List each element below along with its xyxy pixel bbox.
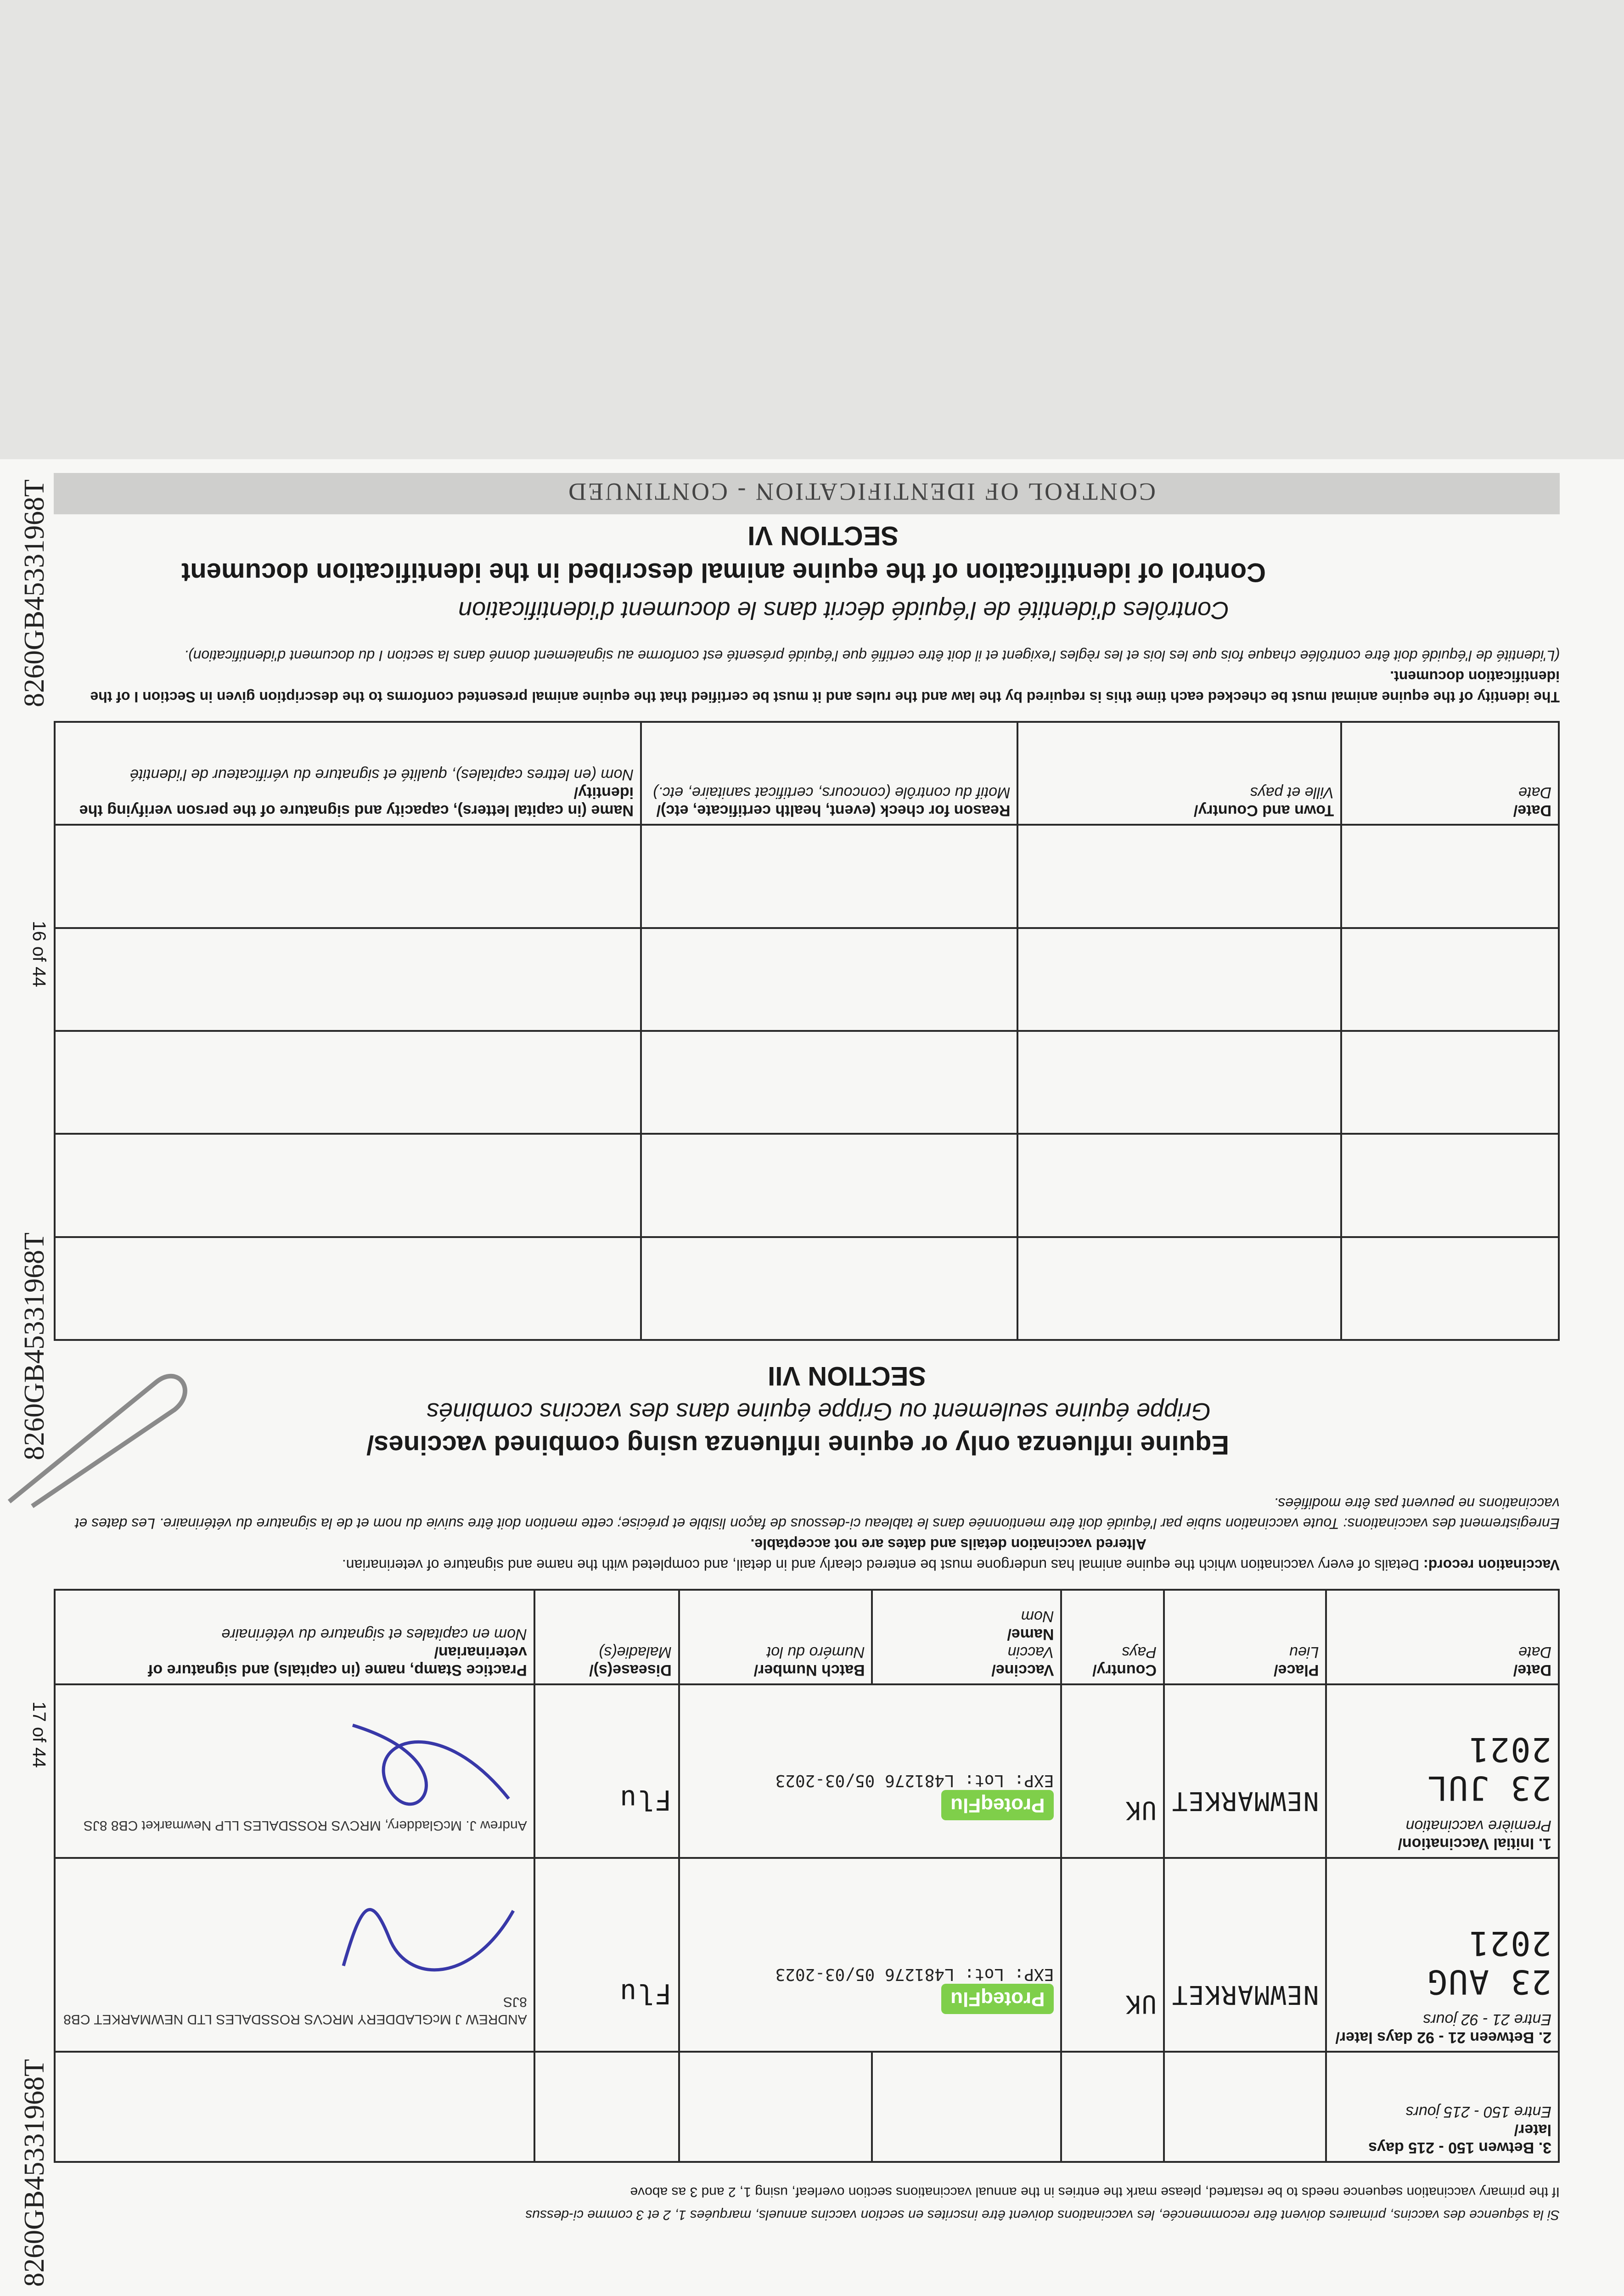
vaccination-country-1: UK (1124, 1796, 1157, 1825)
page-number-16: 16 of 44 (29, 921, 50, 987)
disease-2: Flu (619, 1977, 672, 2009)
batch-number-1: Lot: L481276 05/03-2023 (775, 1771, 1005, 1790)
footnote-fr: Si la séquence des vaccins, primaires doivent être recommencée, les vaccinations doivent être inscrites en section vaccins annuels, marquées 1, 2 et 3 comme ci-dessus (525, 2207, 1560, 2223)
col-check-date: Date/ Date (1341, 722, 1559, 825)
col-check-town: Town and Country/ Ville et pays (1017, 722, 1341, 825)
page-number-17: 17 of 44 (29, 1701, 50, 1768)
row-date-2: 2. Between 21 - 92 days later/ Entre 21 - 92 jours 23 AUG 2021 (1326, 1858, 1559, 2051)
batch-number-2: Lot: L481276 05/03-2023 (775, 1964, 1005, 1984)
vaccination-country-2: UK (1124, 1989, 1157, 2019)
section7-title-en: Equine influenza only or equine influenza using combined vaccines/ (366, 1430, 1229, 1460)
section6-title-fr: Contrôles d'identité de l'équidé décrit dans le document d'identification (458, 597, 1229, 624)
practice-stamp-2: ANDREW J McGLADDERY MRCVS ROSSDALES LTD NEWMARKET CB8 8JS (63, 1994, 527, 2027)
section7-title-fr: Grippe équine seulement ou Grippe équine dans des vaccins combinés (426, 1398, 1211, 1425)
vaccination-date-2: 23 AUG 2021 (1426, 1924, 1551, 2001)
batch-exp-2: EXP: (1014, 1964, 1054, 1984)
vaccination-date-1: 23 JUL 2021 (1426, 1730, 1551, 1808)
control-banner: CONTROL OF IDENTIFICATION - CONTINUED (54, 473, 1560, 514)
col-date: Date/ Date (1326, 1590, 1559, 1684)
vaccine-label-1: ProteqFlu (941, 1790, 1054, 1820)
disease-1: Flu (619, 1784, 672, 1816)
col-check-verifier: Name (in capital letters), capacity and signature of the person verifying the identity/ Nom (en lettres capitales), qualité et signature du vérificateur de l'identité (55, 722, 641, 825)
col-place: Place/ Lieu (1164, 1590, 1326, 1684)
practice-stamp-1: Andrew J. McGladdery, MRCVS ROSSDALES LLP Newmarket CB8 8JS (83, 1818, 527, 1834)
col-country: Country/ Pays (1061, 1590, 1164, 1684)
section6-intro: The identity of the equine animal must be checked each time this is required by the law and the rules and it must be certified that the equine animal presented conforms to the description given in Section I of the identification document. (L'identité de l'équidé doit être contrôlée chaque fois que les lois et les règles l'exigent et il doit être certifié que l'équidé présenté est conforme au signalement donné dans la section I du document d'identification). (90, 647, 1560, 705)
section6-title-en: Control of identification of the equine animal described in the identification document (181, 557, 1266, 587)
vet-signature-1 (334, 1716, 527, 1817)
col-vet: Practice Stamp, name (in capitals) and signature of veterinarian/ Nom en capitales et signature du vétérinaire (55, 1590, 534, 1684)
col-check-reason: Reason for check (event, health certificate, etc)/ Motif du contrôle (concours, certificat sanitaire, etc.) (641, 722, 1017, 825)
section7-heading: SECTION VII (768, 1361, 926, 1391)
identity-check-table (54, 721, 1560, 1341)
vet-signature-2 (334, 1892, 527, 1993)
batch-exp-1: EXP: (1014, 1771, 1054, 1790)
doc-id-upper: 8260GB45331968T (19, 479, 50, 707)
doc-id-lower: 8260GB45331968T (19, 2059, 50, 2287)
row-date-1: 1. Initial Vaccination/ Première vaccination 23 JUL 2021 (1326, 1684, 1559, 1858)
section6-heading: SECTION VI (747, 521, 899, 551)
row-label-3: 3. Betwen 150 - 215 days later/ Entre 150 - 215 jours (1326, 2052, 1559, 2162)
doc-id-middle: 8260GB45331968T (19, 1232, 50, 1460)
vaccination-place-1: NEWMARKET (1171, 1786, 1319, 1816)
vaccine-label-2: ProteqFlu (941, 1984, 1054, 2014)
paperclip (5, 1355, 197, 1511)
vaccination-note: Vaccination record: Details of every vaccination which the equine animal has undergone must be entered clearly and in detail, and completed with the name and signature of veterinarian. Altered vaccination details and dates are not acceptable. Enregistrement des vaccinations: Toute vaccination subie par l'équidé doit être mentionnée dans le tableau ci-dessous de façon lisible et précise; cette mention doit être suivie du nom et de la signature du vétérinaire. Les dates et vaccinations ne peuvent pas être modifiées. (75, 1495, 1560, 1573)
col-batch: Batch Number/ Numéro du lot (679, 1590, 872, 1684)
col-vaccine: Vaccine/ Vaccin Name/ Nom (872, 1590, 1062, 1684)
vaccination-table (54, 1589, 1560, 2163)
footnote-en: If the primary vaccination sequence needs to be restarted, please mark the entries in the annual vaccinations section overleaf, using 1, 2 and 3 as above (630, 2184, 1560, 2200)
col-disease: Disease(s)/ Maladie(s) (534, 1590, 679, 1684)
vaccination-place-2: NEWMARKET (1171, 1979, 1319, 2009)
